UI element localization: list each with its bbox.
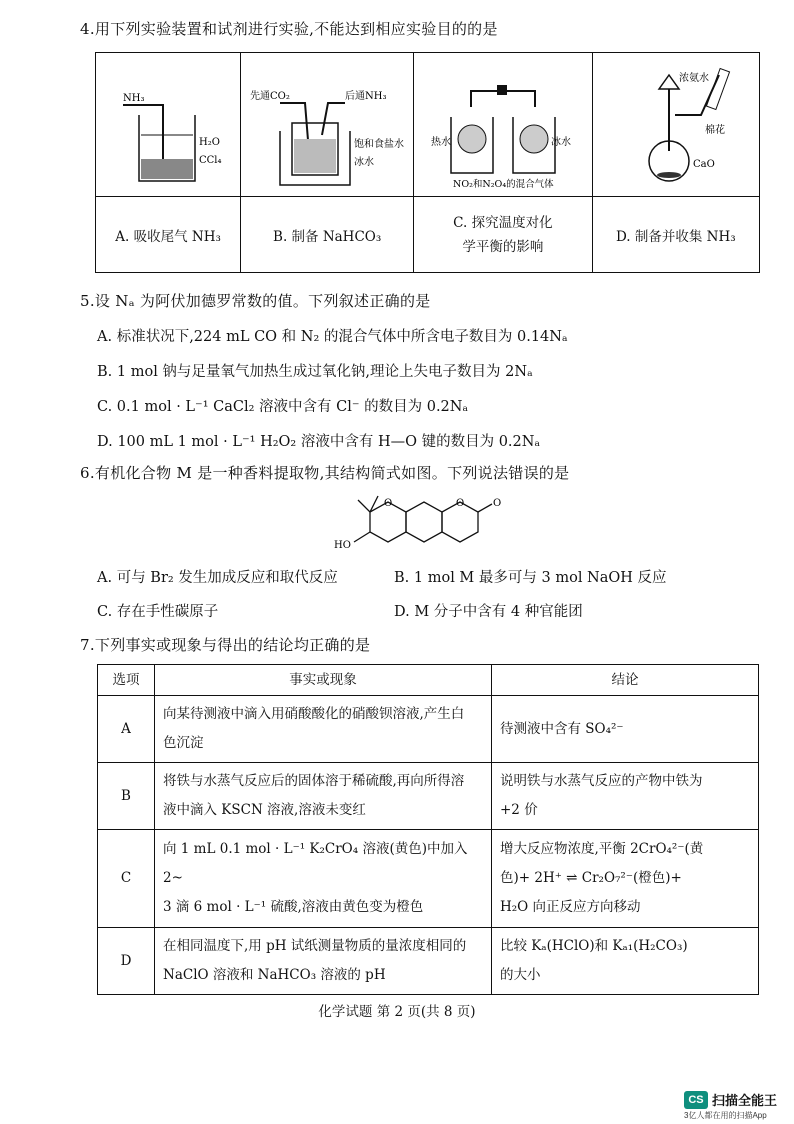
struct-label-o2: O [456, 498, 465, 509]
q7-row-a-option: A [98, 696, 155, 763]
conclusion-line: 色)+ 2H⁺ ⇌ Cr₂O₇²⁻(橙色)+ [500, 870, 682, 886]
fig-a-drawing [103, 55, 233, 191]
fig-d-label-cao: CaO [692, 158, 715, 170]
fig-c-label-cold: 冰水 [550, 136, 571, 148]
q7-header-option: 选项 [98, 665, 155, 696]
q7-row-d-conclusion [492, 928, 759, 995]
fact-line: 液中滴入 KSCN 溶液,溶液未变红 [163, 802, 366, 818]
q4-figure-a [96, 53, 241, 197]
q4-apparatus-table [95, 52, 760, 273]
q5-option-b: B. 1 mol 钠与足量氧气加热生成过氧化钠,理论上失电子数目为 2Nₐ [97, 364, 533, 380]
fig-d-drawing [601, 55, 751, 191]
conclusion-line: 增大反应物浓度,平衡 2CrO₄²⁻(黄 [500, 841, 704, 857]
fig-c-drawing [423, 55, 583, 191]
q7-row-b-fact [155, 763, 492, 830]
q6-option-c: C. 存在手性碳原子 [97, 604, 219, 620]
q6-option-a: A. 可与 Br₂ 发生加成反应和取代反应 [97, 570, 338, 586]
table-row [98, 830, 759, 928]
q5-stem: 5.设 Nₐ 为阿伏加德罗常数的值。下列叙述正确的是 [80, 292, 431, 310]
q7-row-d-option: D [98, 928, 155, 995]
watermark-tagline: 3亿人都在用的扫描App [684, 1111, 767, 1120]
fig-d-label-cotton: 棉花 [704, 124, 725, 136]
fig-d-label-ammonia: 浓氨水 [678, 72, 709, 84]
q4-figure-b [241, 53, 414, 197]
page-footer: 化学试题 第 2 页(共 8 页) [318, 1004, 476, 1020]
q5-option-c: C. 0.1 mol · L⁻¹ CaCl₂ 溶液中含有 Cl⁻ 的数目为 0.2Nₐ [97, 399, 469, 415]
conclusion-line: 的大小 [500, 967, 541, 983]
struct-label-o3: O [493, 498, 502, 509]
q7-row-a-conclusion [492, 696, 759, 763]
fact-line: 3 滴 6 mol · L⁻¹ 硫酸,溶液由黄色变为橙色 [163, 899, 424, 915]
fig-b-label-brine: 饱和食盐水 [353, 138, 404, 150]
fact-line: 在相同温度下,用 pH 试纸测量物质的量浓度相同的 [163, 938, 467, 954]
struct-label-ho: HO [334, 540, 351, 551]
q6-option-d: D. M 分子中含有 4 种官能团 [394, 604, 583, 620]
conclusion-line: 待测液中含有 SO₄²⁻ [500, 720, 624, 737]
struct-label-o1: O [384, 498, 393, 509]
conclusion-line: +2 价 [500, 802, 538, 818]
q6-stem: 6.有机化合物 M 是一种香料提取物,其结构简式如图。下列说法错误的是 [80, 464, 570, 482]
q7-table [97, 664, 759, 995]
fig-a-label-nh3: NH₃ [123, 92, 145, 104]
q6-option-b: B. 1 mol M 最多可与 3 mol NaOH 反应 [394, 570, 667, 586]
fig-b-label-co2: 先通CO₂ [249, 90, 290, 102]
q4-stem: 4.用下列实验装置和试剂进行实验,不能达到相应实验目的的是 [80, 20, 498, 38]
q4-option-b: B. 制备 NaHCO₃ [241, 197, 414, 273]
fig-b-label-icewater: 冰水 [353, 156, 374, 168]
fact-line: 向某待测液中滴入用硝酸酸化的硝酸钡溶液,产生白 [163, 706, 465, 722]
fact-line: 向 1 mL 0.1 mol · L⁻¹ K₂CrO₄ 溶液(黄色)中加入 2~ [163, 841, 468, 886]
fig-c-label-gas: NO₂和N₂O₄的混合气体 [452, 178, 554, 190]
q7-row-c-option: C [98, 830, 155, 928]
fig-b-label-nh3: 后通NH₃ [344, 90, 387, 102]
conclusion-line: 比较 Kₐ(HClO)和 Kₐ₁(H₂CO₃) [500, 938, 688, 954]
conclusion-line: 说明铁与水蒸气反应的产物中铁为 [500, 773, 703, 789]
q4-option-a: A. 吸收尾气 NH₃ [96, 197, 241, 273]
watermark-name: 扫描全能王 [712, 1093, 778, 1108]
fact-line: NaClO 溶液和 NaHCO₃ 溶液的 pH [163, 967, 386, 983]
q7-header-row [98, 665, 759, 696]
fact-line: 色沉淀 [163, 735, 204, 751]
fig-a-label-water: H₂O [199, 136, 221, 148]
q7-stem: 7.下列事实或现象与得出的结论均正确的是 [80, 636, 371, 654]
q4-option-c-line1: C. 探究温度对化 [453, 214, 553, 231]
q7-header-fact: 事实或现象 [155, 665, 492, 696]
camscanner-logo-icon: CS [684, 1091, 708, 1109]
q7-row-b-conclusion [492, 763, 759, 830]
q6-structure-formula [330, 490, 510, 560]
q7-row-b-option: B [98, 763, 155, 830]
q7-row-c-conclusion [492, 830, 759, 928]
table-row [98, 696, 759, 763]
table-row [98, 928, 759, 995]
q7-row-a-fact [155, 696, 492, 763]
fact-line: 将铁与水蒸气反应后的固体溶于稀硫酸,再向所得溶 [163, 773, 465, 789]
fig-c-label-hot: 热水 [430, 136, 451, 148]
fig-a-label-ccl4: CCl₄ [199, 154, 222, 166]
q5-option-a: A. 标准状况下,224 mL CO 和 N₂ 的混合气体中所含电子数目为 0.14Nₐ [97, 329, 568, 345]
table-row [98, 763, 759, 830]
q5-option-d: D. 100 mL 1 mol · L⁻¹ H₂O₂ 溶液中含有 H—O 键的数目为 0.2Nₐ [97, 434, 541, 450]
q4-option-c [414, 197, 592, 273]
q4-figure-d [592, 53, 759, 197]
fig-b-drawing [250, 55, 405, 191]
q4-option-c-line2: 学平衡的影响 [462, 238, 544, 255]
q7-row-d-fact [155, 928, 492, 995]
q7-row-c-fact [155, 830, 492, 928]
q4-option-d: D. 制备并收集 NH₃ [592, 197, 759, 273]
q7-header-conclusion: 结论 [492, 665, 759, 696]
conclusion-line: H₂O 向正反应方向移动 [500, 899, 641, 915]
q4-figure-c [414, 53, 592, 197]
